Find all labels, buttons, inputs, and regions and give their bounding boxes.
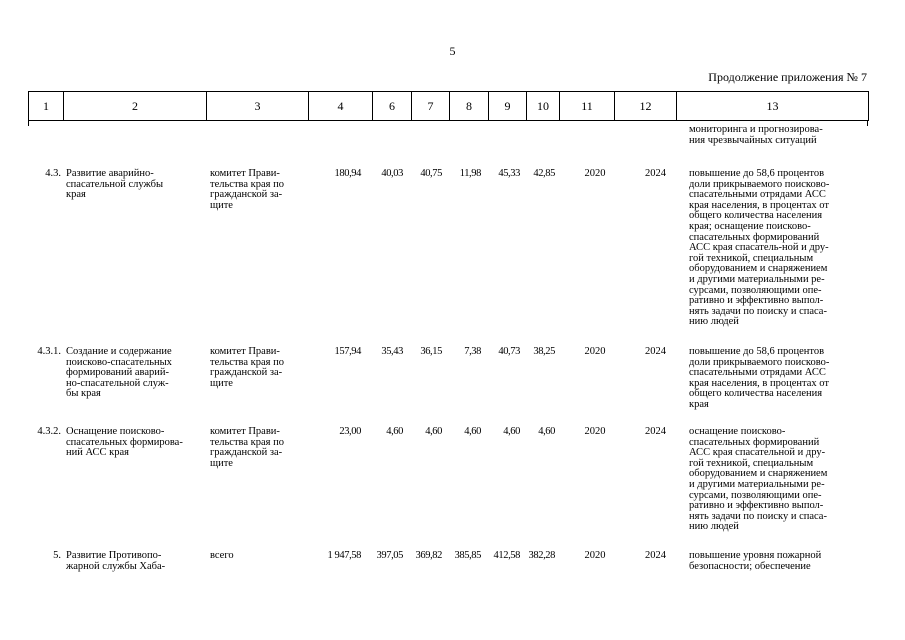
row-year-y11: 2020 — [584, 346, 606, 357]
row-value-v4: 23,00 — [339, 426, 361, 437]
row-executor: комитет Прави- тельства края по гражданской за- щите — [210, 168, 284, 211]
row-result: повышение до 58,6 процентов доли прикрываемого поисково- спасательными отрядами АСС края населения, в процентах от общего количества населения края — [689, 346, 830, 410]
table-header — [28, 91, 869, 121]
row-value-v10: 4,60 — [538, 426, 555, 437]
column-divider — [867, 121, 868, 126]
row-value-v8: 11,98 — [459, 168, 481, 179]
row-result: повышение уровня пожарной безопасности; обеспечение — [689, 550, 822, 572]
row-value-v9: 40,73 — [498, 346, 520, 357]
row-name: Развитие аварийно- спасательной службы края — [66, 168, 164, 201]
row-value-v6: 397,05 — [376, 550, 403, 561]
row-number: 4.3.2. — [37, 426, 61, 437]
row-value-v4: 1 947,58 — [327, 550, 361, 561]
row-year-y12: 2024 — [645, 168, 666, 179]
header-cell-4: 4 — [309, 92, 373, 121]
continuation-label: Продолжение приложения № 7 — [708, 70, 867, 84]
row-number: 4.3.1. — [37, 346, 61, 357]
row-value-v6: 40,03 — [381, 168, 403, 179]
row-value-v8: 385,85 — [454, 550, 481, 561]
header-cell-6: 6 — [373, 92, 412, 121]
header-cell-7: 7 — [412, 92, 450, 121]
header-cell-10: 10 — [527, 92, 560, 121]
row-year-y11: 2020 — [584, 426, 606, 437]
header-cell-11: 11 — [560, 92, 615, 121]
row-year-y11: 2020 — [584, 168, 606, 179]
header-cell-13: 13 — [677, 92, 869, 121]
row-value-v7: 36,15 — [420, 346, 442, 357]
row-value-v7: 369,82 — [415, 550, 442, 561]
row-value-v10: 382,28 — [528, 550, 555, 561]
row-value-v7: 4,60 — [425, 426, 442, 437]
row-value-v6: 35,43 — [381, 346, 403, 357]
header-cell-3: 3 — [207, 92, 309, 121]
column-divider — [28, 121, 29, 126]
row-year-y12: 2024 — [645, 346, 666, 357]
row-value-v4: 180,94 — [334, 168, 361, 179]
row-year-y12: 2024 — [645, 426, 666, 437]
row-value-v10: 38,25 — [533, 346, 555, 357]
row-result: повышение до 58,6 процентов доли прикрываемого поисково- спасательными отрядами АСС края населения, в процентах от общего количества населения края; оснащение поисково- спасательных формирований АСС края спасатель-ной и дру- гой техникой, специальным оборудованием и снаряжением и другими материальными ре- сурсами, позволяющими опе- ративно и эффективно выпол- нять задачи по поиску и спаса- нию людей — [689, 168, 830, 328]
row-name: Создание и содержание поисково-спасательных формирований аварий- но-спасательной служ- бы края — [66, 346, 172, 400]
row-value-v8: 7,38 — [464, 346, 481, 357]
row-year-y11: 2020 — [584, 550, 606, 561]
header-cell-1: 1 — [29, 92, 64, 121]
carryover-text: мониторинга и прогнозирова- ния чрезвычайных ситуаций — [689, 124, 823, 146]
row-name: Оснащение поисково- спасательных формирова- ний АСС края — [66, 426, 183, 459]
row-value-v6: 4,60 — [386, 426, 403, 437]
header-cell-8: 8 — [450, 92, 489, 121]
row-value-v4: 157,94 — [334, 346, 361, 357]
header-cell-12: 12 — [615, 92, 677, 121]
table-body — [28, 121, 868, 640]
row-executor: комитет Прави- тельства края по гражданской за- щите — [210, 346, 284, 389]
row-number: 4.3. — [45, 168, 61, 179]
page-number: 5 — [449, 44, 456, 58]
row-value-v9: 4,60 — [503, 426, 520, 437]
row-value-v7: 40,75 — [420, 168, 442, 179]
row-number: 5. — [53, 550, 61, 561]
row-value-v9: 45,33 — [498, 168, 520, 179]
row-value-v8: 4,60 — [464, 426, 481, 437]
row-year-y12: 2024 — [645, 550, 666, 561]
row-value-v9: 412,58 — [493, 550, 520, 561]
row-executor: комитет Прави- тельства края по гражданской за- щите — [210, 426, 284, 469]
header-cell-2: 2 — [64, 92, 207, 121]
row-executor: всего — [210, 550, 234, 561]
header-cell-9: 9 — [489, 92, 527, 121]
row-name: Развитие Противопо- жарной службы Хаба- — [66, 550, 166, 572]
row-value-v10: 42,85 — [533, 168, 555, 179]
row-result: оснащение поисково- спасательных формирований АСС края спасательной и дру- гой техникой, специальным оборудованием и снаряжением и другими материальными ре- сурсами, позволяющими опе- ративно и эффективно выпол- нять задачи по поиску и спаса- нию людей — [689, 426, 828, 533]
